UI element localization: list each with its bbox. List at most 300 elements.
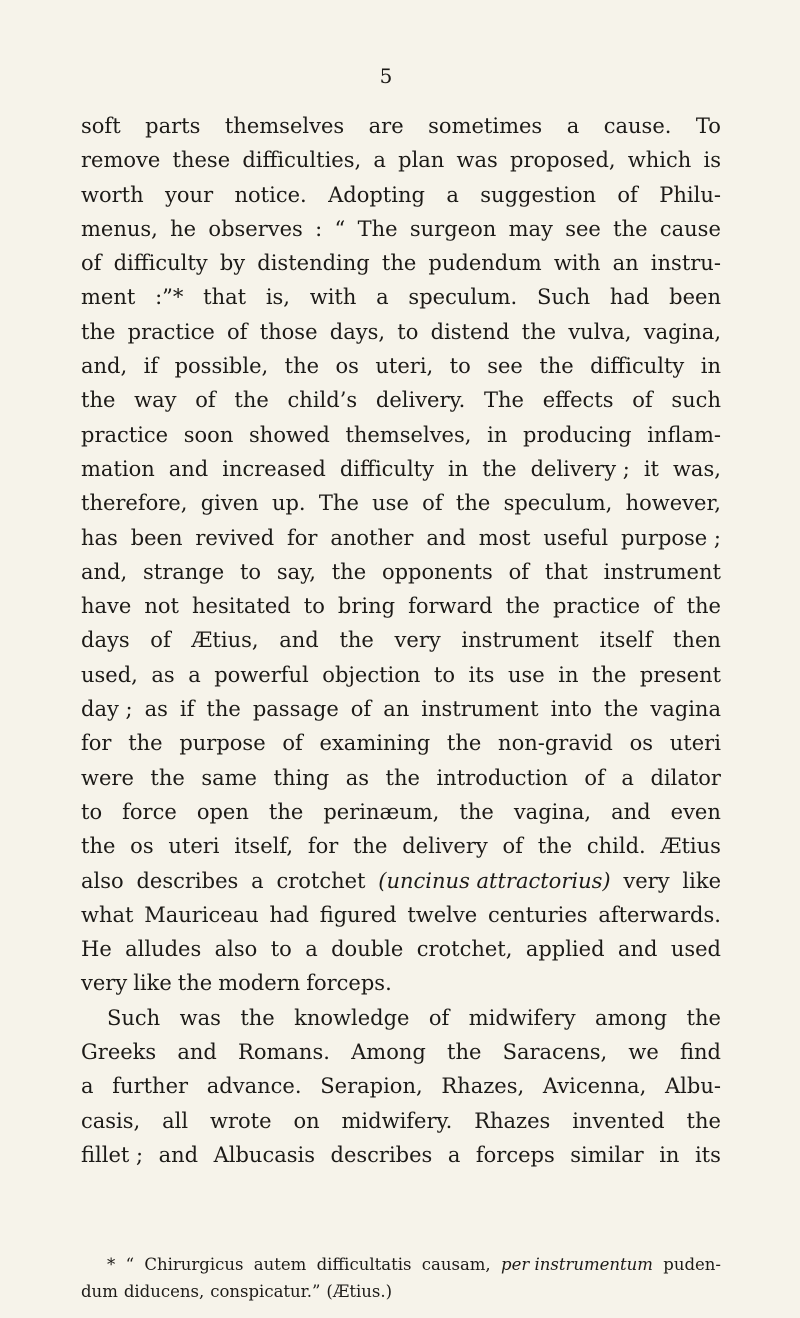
word: applied (525, 937, 605, 962)
word: : (315, 216, 323, 241)
word: to (270, 937, 292, 962)
word: difficulty (339, 456, 434, 481)
word: Among (351, 1040, 426, 1065)
word: use (507, 662, 545, 687)
word: day ; (81, 697, 133, 722)
word: been (669, 285, 721, 310)
word: fillet ; (81, 1142, 144, 1167)
word: revived (195, 525, 275, 550)
word: difficulty (590, 354, 685, 379)
word: surgeon (409, 216, 497, 241)
word: had (609, 285, 650, 310)
word: soft (81, 114, 121, 138)
word: in (700, 354, 721, 379)
word: the (613, 216, 648, 241)
word: practice (553, 594, 641, 619)
word: vagina, (513, 799, 592, 824)
word: soon (183, 422, 234, 447)
word: double (331, 937, 404, 962)
word: (Ætius.) (326, 1282, 393, 1301)
body-line (81, 1104, 721, 1138)
word: forward (408, 594, 493, 619)
word: what (81, 902, 134, 927)
word: same (201, 765, 257, 790)
word: midwifery (468, 1005, 576, 1030)
word: to (449, 354, 471, 379)
word: objection (322, 662, 421, 687)
word: and (611, 799, 651, 824)
word: if (179, 697, 195, 722)
body-line (81, 486, 721, 520)
word: and (168, 456, 209, 481)
word: days, (329, 319, 386, 344)
word: Such (536, 285, 591, 310)
word: very (81, 971, 128, 996)
word: have (81, 594, 132, 619)
word: and, (81, 354, 128, 379)
word: a (188, 662, 201, 687)
word: for (287, 525, 318, 550)
word: therefore, (81, 491, 188, 516)
word: introduction (436, 765, 568, 790)
word: showed (249, 422, 330, 447)
word: of (584, 765, 605, 790)
word: for (307, 834, 339, 859)
word: proposed, (510, 148, 616, 173)
word: menus, (81, 216, 158, 241)
word: producing (523, 422, 632, 447)
word: figured (319, 902, 397, 927)
word: into (550, 697, 592, 722)
word: distending (257, 251, 370, 276)
word: invented (572, 1108, 665, 1133)
word: delivery ; (530, 456, 630, 481)
word: the (446, 731, 482, 756)
word: the (234, 388, 269, 413)
word: the (81, 388, 116, 413)
word: useful (543, 525, 609, 550)
word: purpose ; (620, 525, 721, 550)
word: which (627, 148, 692, 173)
body-line (81, 966, 721, 1000)
word: use (372, 491, 409, 516)
word: Serapion, (320, 1074, 423, 1099)
body-line (81, 555, 721, 589)
word: we (628, 1040, 659, 1065)
word: are (368, 114, 404, 138)
word: of (428, 1005, 450, 1030)
word: strange (142, 559, 225, 584)
word: the (455, 491, 491, 516)
word: like (133, 971, 172, 996)
word: the (206, 697, 241, 722)
body-line (81, 246, 721, 280)
word: even (670, 799, 721, 824)
word: purpose (179, 731, 266, 756)
word: practice (127, 319, 215, 344)
word: distend (430, 319, 510, 344)
word: itself, (234, 834, 294, 859)
word: difficultatis (316, 1255, 412, 1274)
word: dum (81, 1282, 118, 1301)
word: the (592, 662, 627, 687)
word: that (203, 285, 247, 310)
word: the (268, 799, 304, 824)
word: the (381, 251, 417, 276)
word: Chirurgicus (144, 1255, 244, 1274)
word: present (639, 662, 721, 687)
word: used (670, 937, 721, 962)
body-line (81, 452, 721, 486)
body-line (81, 1138, 721, 1172)
body-text (81, 109, 721, 1172)
word: Ætius, (191, 628, 259, 653)
word: in (558, 662, 579, 687)
word: difficulty (113, 251, 208, 276)
word: is, (265, 285, 290, 310)
word: in (487, 422, 508, 447)
word: perinæum, (323, 799, 440, 824)
body-line (81, 623, 721, 657)
word: had (269, 902, 309, 927)
word: plan (398, 148, 445, 173)
body-line (81, 1035, 721, 1069)
word: themselves (224, 114, 345, 138)
word: uteri, (375, 354, 434, 379)
word: of (508, 559, 530, 584)
word: suggestion (480, 182, 596, 207)
word: notice. (234, 182, 307, 207)
word: a (376, 285, 389, 310)
word: all (162, 1108, 189, 1133)
word: observes (208, 216, 303, 241)
word: to (433, 662, 456, 687)
word: the (284, 354, 320, 379)
word: vagina, (643, 319, 721, 344)
word: see (565, 216, 601, 241)
word: not (144, 594, 179, 619)
word: alludes (125, 937, 202, 962)
word: that (544, 559, 588, 584)
word: dilator (650, 765, 721, 790)
word: speculum. (408, 285, 518, 310)
word: themselves, (345, 422, 472, 447)
word: non-gravid (498, 731, 613, 756)
word: of (195, 388, 216, 413)
word: a (251, 868, 264, 893)
word: per instrumentum (501, 1255, 653, 1274)
word: modern (218, 971, 301, 996)
body-line (81, 589, 721, 623)
word: say, (276, 559, 316, 584)
word: He (81, 937, 112, 962)
body-line (81, 692, 721, 726)
word: itself (599, 628, 653, 653)
word: effects (542, 388, 614, 413)
word: Romans. (238, 1040, 330, 1065)
word: To (695, 114, 721, 138)
word: opponents (381, 559, 493, 584)
word: of (227, 319, 248, 344)
word: a (447, 1142, 461, 1167)
word: instru- (650, 251, 721, 276)
footnote-line (81, 1251, 721, 1278)
word: the (447, 1040, 482, 1065)
word: thing (273, 765, 330, 790)
word: delivery. (375, 388, 466, 413)
word: the (686, 1005, 721, 1030)
word: speculum, (503, 491, 613, 516)
word: its (694, 1142, 721, 1167)
word: child’s (287, 388, 358, 413)
word: the (521, 319, 557, 344)
word: the (505, 594, 540, 619)
word: Rhazes (474, 1108, 551, 1133)
word: mation (81, 456, 155, 481)
word: Avicenna, (542, 1074, 647, 1099)
word: Such (107, 1005, 161, 1030)
word: instrument (421, 697, 539, 722)
word: * (107, 1255, 116, 1274)
word: the (459, 799, 494, 824)
body-line (81, 864, 721, 898)
word: the (385, 765, 420, 790)
body-line (81, 143, 721, 177)
body-line (81, 726, 721, 760)
word: to (239, 559, 262, 584)
word: knowledge (294, 1005, 410, 1030)
word: by (219, 251, 246, 276)
word: practice (81, 422, 169, 447)
word: inflam- (647, 422, 721, 447)
word: were (81, 765, 134, 790)
word: crotchet (276, 868, 366, 893)
page-number: 5 (379, 64, 393, 88)
word: uteri (168, 834, 220, 859)
word: up. (271, 491, 306, 516)
body-line (81, 212, 721, 246)
body-line (81, 521, 721, 555)
word: a (566, 114, 580, 138)
body-line (81, 383, 721, 417)
footnote (81, 1251, 721, 1305)
word: afterwards. (598, 902, 721, 927)
word: it (643, 456, 659, 481)
word: vulva, (568, 319, 632, 344)
word: among (595, 1005, 668, 1030)
word: increased (222, 456, 326, 481)
word: the (177, 971, 213, 996)
word: as (144, 697, 168, 722)
word: of (282, 731, 303, 756)
word: was (179, 1005, 221, 1030)
word: is (703, 148, 721, 173)
word: a (81, 1074, 94, 1099)
word: days (81, 628, 130, 653)
word: such (671, 388, 721, 413)
word: midwifery. (341, 1108, 453, 1133)
word: very (623, 868, 670, 893)
word: Albu- (665, 1074, 721, 1099)
word: Ætius (660, 834, 721, 859)
word: delivery (402, 834, 488, 859)
body-line (81, 315, 721, 349)
word: as (151, 662, 175, 687)
word: also (81, 868, 124, 893)
word: to (397, 319, 419, 344)
word: the (240, 1005, 275, 1030)
word: of (150, 628, 171, 653)
word: conspicatur.” (210, 1282, 321, 1301)
word: to (81, 799, 103, 824)
word: os (130, 834, 154, 859)
word: also (214, 937, 258, 962)
word: difficulties, (242, 148, 362, 173)
word: the (686, 594, 721, 619)
word: way (134, 388, 177, 413)
word: force (122, 799, 177, 824)
word: :”* (155, 285, 184, 310)
word: the (128, 731, 163, 756)
word: however, (625, 491, 721, 516)
word: of (617, 182, 638, 207)
word: in (447, 456, 469, 481)
body-line (81, 1001, 721, 1035)
word: with (553, 251, 601, 276)
word: and (426, 525, 466, 550)
word: a (305, 937, 318, 962)
word: with (309, 285, 357, 310)
footnote-line (81, 1278, 721, 1305)
word: and (617, 937, 658, 962)
word: see (487, 354, 523, 379)
word: The (357, 216, 398, 241)
body-line (81, 795, 721, 829)
word: the (150, 765, 185, 790)
word: the (482, 456, 517, 481)
word: os (629, 731, 654, 756)
word: autem (253, 1255, 307, 1274)
word: of (81, 251, 102, 276)
word: most (478, 525, 531, 550)
word: os (335, 354, 359, 379)
word: may (508, 216, 553, 241)
word: like (682, 868, 721, 893)
word: instrument (603, 559, 721, 584)
word: instrument (461, 628, 579, 653)
word: passage (252, 697, 339, 722)
word: causam, (421, 1255, 491, 1274)
word: forceps. (306, 971, 392, 996)
word: twelve (407, 902, 478, 927)
word: and (177, 1040, 217, 1065)
word: of (350, 697, 372, 722)
word: Adopting (328, 182, 425, 207)
word: ment (81, 285, 136, 310)
word: very (394, 628, 441, 653)
word: an (383, 697, 410, 722)
word: Mauriceau (144, 902, 259, 927)
word: as (345, 765, 369, 790)
word: of (653, 594, 674, 619)
body-line (81, 1069, 721, 1103)
word: the (539, 354, 574, 379)
body-line (81, 418, 721, 452)
word: The (318, 491, 359, 516)
word: if (143, 354, 159, 379)
word: wrote (210, 1108, 272, 1133)
word: the (353, 834, 388, 859)
word: in (659, 1142, 680, 1167)
word: further (112, 1074, 189, 1099)
body-line (81, 109, 721, 143)
word: The (484, 388, 524, 413)
word: “ (334, 216, 346, 241)
word: was, (672, 456, 721, 481)
word: of (422, 491, 443, 516)
word: has (81, 525, 118, 550)
word: similar (570, 1142, 644, 1167)
word: another (330, 525, 414, 550)
word: vagina (650, 697, 721, 722)
word: centuries (487, 902, 588, 927)
body-line (81, 178, 721, 212)
word: find (680, 1040, 721, 1065)
word: and (279, 628, 319, 653)
body-line (81, 761, 721, 795)
body-line (81, 898, 721, 932)
word: child. (586, 834, 646, 859)
body-line (81, 932, 721, 966)
word: been (130, 525, 183, 550)
word: then (672, 628, 721, 653)
body-line (81, 658, 721, 692)
word: to (303, 594, 325, 619)
word: and (158, 1142, 199, 1167)
word: Saracens, (502, 1040, 608, 1065)
word: parts (145, 114, 201, 138)
word: and, (81, 559, 128, 584)
word: sometimes (428, 114, 543, 138)
word: possible, (174, 354, 269, 379)
word: hesitated (192, 594, 291, 619)
word: the (331, 559, 367, 584)
word: those (259, 319, 318, 344)
word: of (632, 388, 653, 413)
word: worth (81, 182, 144, 207)
word: Albucasis (213, 1142, 315, 1167)
word: used, (81, 662, 138, 687)
word: open (196, 799, 249, 824)
word: the (81, 319, 116, 344)
word: powerful (214, 662, 309, 687)
word: Philu- (659, 182, 721, 207)
word: an (612, 251, 639, 276)
word: the (537, 834, 573, 859)
word: the (603, 697, 639, 722)
word: the (81, 834, 116, 859)
word: your (165, 182, 214, 207)
word: remove (81, 148, 161, 173)
word: its (468, 662, 495, 687)
word: Greeks (81, 1040, 157, 1065)
word: the (686, 1108, 721, 1133)
word: a (446, 182, 459, 207)
word: bring (337, 594, 396, 619)
word: Rhazes, (441, 1074, 525, 1099)
word: describes (330, 1142, 433, 1167)
word: on (293, 1108, 320, 1133)
